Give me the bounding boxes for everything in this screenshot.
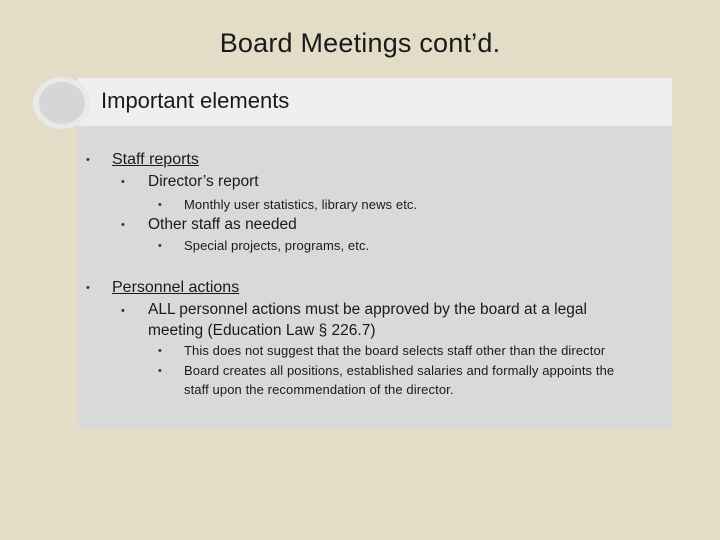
bullet-icon: • (158, 199, 162, 211)
staff-reports-heading: Staff reports (112, 151, 199, 168)
bullet-icon: • (158, 240, 162, 252)
directors-report-detail: Monthly user statistics, library news etc. (184, 197, 418, 212)
bullet-icon: • (158, 365, 162, 377)
bullet-icon: • (121, 219, 125, 231)
approval-detail-selection: This does not suggest that the board selects staff other than the director (184, 343, 606, 358)
slide-title: Board Meetings cont’d. (219, 28, 501, 58)
bullet-icon: • (121, 305, 125, 317)
bullet-icon: • (158, 345, 162, 357)
directors-report-item: Director’s report (148, 173, 259, 190)
other-staff-item: Other staff as needed (148, 216, 297, 233)
other-staff-detail: Special projects, programs, etc. (184, 238, 370, 253)
approval-item-line2: meeting (Education Law § 226.7) (148, 322, 376, 339)
personnel-actions-heading: Personnel actions (112, 279, 240, 296)
approval-item-line1: ALL personnel actions must be approved by the board at a legal (148, 301, 587, 318)
approval-detail-positions-line2: staff upon the recommendation of the director. (184, 382, 454, 397)
approval-detail-positions-line1: Board creates all positions, established salaries and formally appoints the (184, 363, 615, 378)
section-title: Important elements (101, 88, 290, 113)
header-circle-inner-decoration (39, 82, 85, 124)
bullet-icon: • (86, 282, 90, 294)
bullet-icon: • (121, 176, 125, 188)
bullet-icon: • (86, 154, 90, 166)
